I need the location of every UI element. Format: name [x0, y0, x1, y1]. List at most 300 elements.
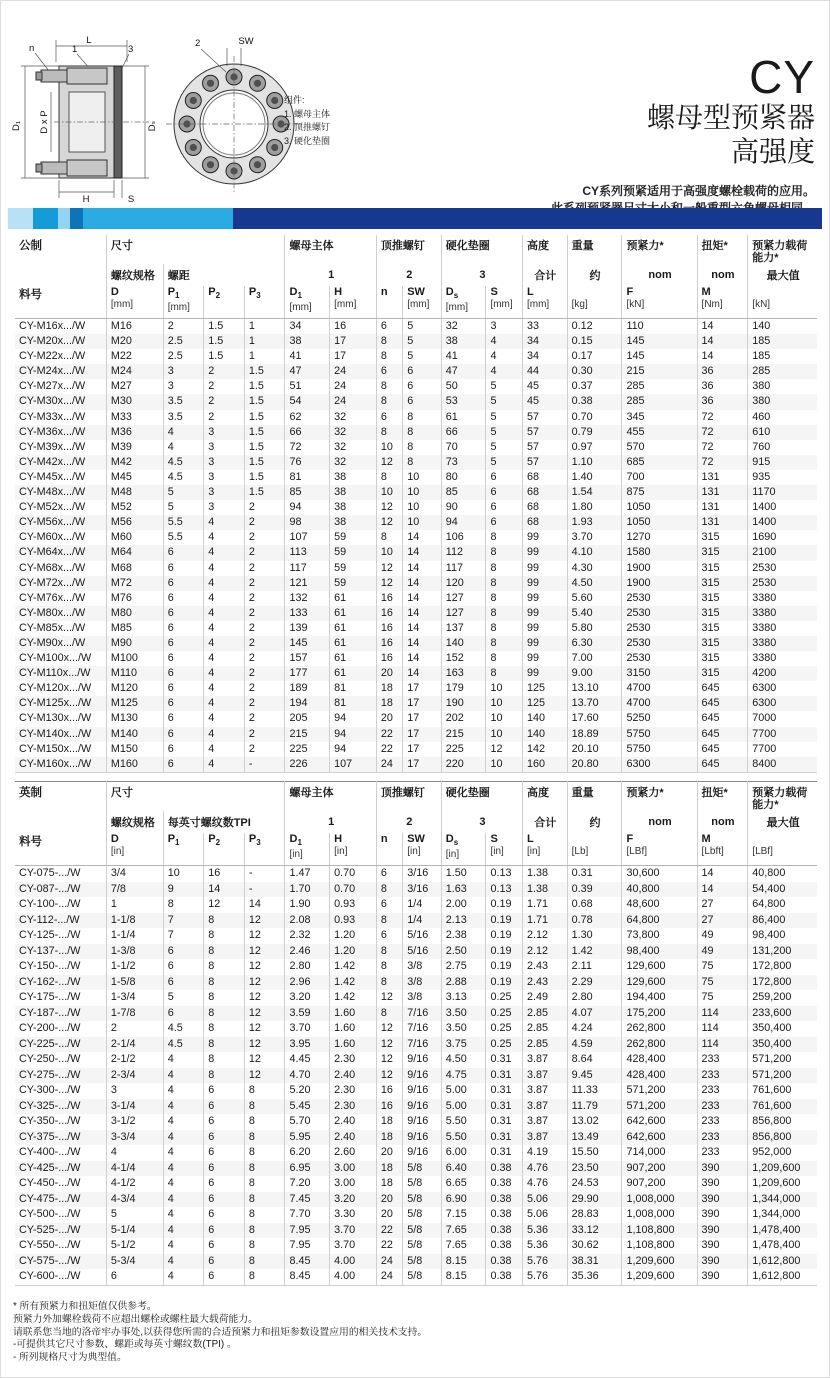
column-subgroup-header: 最大值 — [766, 270, 800, 282]
table-cell: 4 — [163, 1114, 204, 1130]
table-cell: 225 — [285, 742, 330, 757]
table-cell: 22 — [376, 1238, 402, 1254]
table-cell: 16 — [376, 591, 402, 606]
table-row — [15, 727, 817, 742]
table-cell: 57 — [522, 455, 567, 470]
table-cell: - — [244, 866, 285, 882]
table-cell: 3.13 — [441, 990, 486, 1006]
table-cell: 3.59 — [285, 1006, 330, 1022]
table-cell: 5.45 — [285, 1099, 330, 1115]
table-cell: 7.15 — [441, 1207, 486, 1223]
dim-Ds-label: Dₛ — [147, 120, 158, 132]
table-cell: 20 — [376, 711, 402, 726]
table-cell: 9/16 — [403, 1052, 442, 1068]
table-cell: 41 — [285, 349, 330, 364]
table-cell: 4 — [204, 727, 245, 742]
table-cell: 0.31 — [486, 1052, 523, 1068]
header-spacer — [15, 264, 106, 286]
table-cell: 8 — [244, 1099, 285, 1115]
table-cell: 14 — [204, 882, 245, 898]
table-cell: 1.38 — [522, 866, 567, 882]
table-cell: 2.32 — [285, 928, 330, 944]
column-subgroup-header: nom — [697, 264, 748, 286]
table-cell: 1.40 — [567, 470, 622, 485]
table-cell: 1.42 — [567, 944, 622, 960]
column-symbol-header: L [mm] — [522, 286, 567, 319]
table-cell: 12 — [376, 561, 402, 576]
table-cell: 5 — [106, 1207, 163, 1223]
table-cell: 7.65 — [441, 1238, 486, 1254]
table-cell: 81 — [285, 470, 330, 485]
table-row — [15, 545, 817, 560]
table-cell: 2 — [244, 606, 285, 621]
table-row — [15, 470, 817, 485]
column-subgroup-header: 2 — [376, 811, 441, 833]
table-cell: 8 — [244, 1130, 285, 1146]
table-cell: 6 — [163, 621, 204, 636]
table-cell: 13.49 — [567, 1130, 622, 1146]
table-cell: 1.5 — [244, 364, 285, 379]
table-cell: 8 — [403, 440, 442, 455]
table-cell: 4 — [204, 666, 245, 681]
table-cell: 8 — [376, 913, 402, 929]
column-symbol-header: H [in] — [330, 833, 377, 866]
table-row — [15, 1192, 817, 1208]
table-row — [15, 1006, 817, 1022]
table-cell: 5.36 — [522, 1238, 567, 1254]
part-number-cell: CY-450-.../W — [15, 1176, 106, 1192]
table-cell: 645 — [697, 681, 748, 696]
table-cell: 1.5 — [244, 379, 285, 394]
table-cell: 8 — [244, 1114, 285, 1130]
table-cell: 233 — [697, 1052, 748, 1068]
table-cell: 2.12 — [522, 944, 567, 960]
table-row — [15, 440, 817, 455]
table-cell: 4 — [163, 1254, 204, 1270]
table-row — [15, 1269, 817, 1285]
column-symbol-header: $D_s$ [in] — [441, 833, 486, 866]
table-cell: 8 — [403, 455, 442, 470]
part-number-cell: CY-175-.../W — [15, 990, 106, 1006]
table-cell: 2.75 — [441, 959, 486, 975]
dim-H-label: H — [82, 194, 90, 204]
table-cell: 14 — [697, 334, 748, 349]
table-cell: 4 — [163, 440, 204, 455]
table-cell: M36 — [106, 425, 163, 440]
table-cell: M160 — [106, 757, 163, 773]
table-cell: 8 — [376, 334, 402, 349]
table-cell: 121 — [285, 576, 330, 591]
table-cell: 131 — [697, 500, 748, 515]
table-cell: 2.80 — [285, 959, 330, 975]
table-cell: 16 — [376, 1099, 402, 1115]
table-cell: 2 — [204, 379, 245, 394]
table-cell: 17 — [330, 349, 377, 364]
table-row — [15, 1238, 817, 1254]
table-cell: 3 — [486, 319, 523, 335]
table-cell: 10 — [376, 440, 402, 455]
table-cell: 215 — [285, 727, 330, 742]
product-subtitle: 高强度 — [730, 136, 815, 167]
table-cell: 4 — [163, 1269, 204, 1285]
table-cell: 5/8 — [403, 1254, 442, 1270]
table-cell: 5/8 — [403, 1223, 442, 1239]
column-symbol-header: D [in] — [106, 833, 163, 866]
table-cell: 129,600 — [622, 959, 697, 975]
table-row — [15, 621, 817, 636]
table-cell: 20.80 — [567, 757, 622, 773]
table-cell: 5.5 — [163, 530, 204, 545]
table-cell: 2 — [244, 515, 285, 530]
table-cell: 285 — [622, 379, 697, 394]
table-cell: 4.5 — [163, 1021, 204, 1037]
accent-bar-segment — [233, 208, 822, 229]
table-cell: 1.71 — [522, 913, 567, 929]
table-cell: 6 — [204, 1099, 245, 1115]
column-subgroup-header: 3 — [441, 264, 522, 286]
footnote-line: -可提供其它尺寸参数、螺距或每英寸螺纹数(TPI) 。 — [13, 1339, 237, 1351]
table-cell: 2 — [244, 576, 285, 591]
table-cell: 4 — [163, 1238, 204, 1254]
dim-n-label: n — [29, 43, 35, 54]
table-cell: 0.31 — [567, 866, 622, 882]
table-cell: 7.95 — [285, 1238, 330, 1254]
table-cell: 645 — [697, 711, 748, 726]
table-cell: 0.68 — [567, 897, 622, 913]
table-cell: M42 — [106, 455, 163, 470]
table-cell: 380 — [752, 380, 771, 393]
table-cell: 32 — [441, 319, 486, 335]
table-cell: 1.60 — [330, 1037, 377, 1053]
table-cell: 2530 — [748, 576, 817, 591]
table-cell: 3 — [204, 500, 245, 515]
table-row — [15, 1130, 817, 1146]
part-number-cell: CY-M150x.../W — [15, 742, 106, 757]
table-cell: M30 — [106, 394, 163, 409]
description-line: CY系列预紧适用于高强度螺栓载荷的应用。 — [582, 184, 815, 198]
column-symbol-header: n — [376, 833, 402, 866]
table-cell: 5750 — [622, 742, 697, 757]
table-cell: M39 — [106, 440, 163, 455]
table-cell: 5 — [486, 410, 523, 425]
table-cell: 131 — [697, 485, 748, 500]
table-cell: 139 — [285, 621, 330, 636]
table-cell: 1 — [244, 334, 285, 349]
table-cell: 215 — [622, 364, 697, 379]
table-cell: 8 — [376, 470, 402, 485]
table-cell: 6.00 — [441, 1145, 486, 1161]
table-cell: 315 — [697, 606, 748, 621]
table-cell: 0.19 — [486, 959, 523, 975]
table-cell: 2.40 — [330, 1068, 377, 1084]
table-cell: 5/8 — [403, 1192, 442, 1208]
legend-item: 3. 硬化垫圈 — [284, 135, 331, 146]
table-cell: 49 — [697, 944, 748, 960]
table-cell: 99 — [522, 621, 567, 636]
column-symbol-header: $D_1$ [mm] — [285, 286, 330, 319]
table-cell: M64 — [106, 545, 163, 560]
table-cell: 38 — [330, 515, 377, 530]
table-cell: 4700 — [622, 696, 697, 711]
table-cell: 15.50 — [567, 1145, 622, 1161]
table-cell: 0.38 — [486, 1269, 523, 1285]
table-cell: 4.75 — [441, 1068, 486, 1084]
table-cell: 1400 — [752, 501, 777, 514]
table-cell: 0.25 — [486, 1006, 523, 1022]
column-symbol-header: $D_1$ [in] — [285, 833, 330, 866]
table-cell: 99 — [522, 576, 567, 591]
table-cell: M33 — [106, 410, 163, 425]
table-row — [15, 455, 817, 470]
part-number-cell: CY-M140x.../W — [15, 727, 106, 742]
table-cell: 8 — [376, 379, 402, 394]
table-cell: 2.88 — [441, 975, 486, 991]
table-cell: 38 — [441, 334, 486, 349]
table-cell: 14 — [244, 897, 285, 913]
table-cell: 0.38 — [486, 1254, 523, 1270]
table-cell: 0.13 — [486, 866, 523, 882]
table-cell: 2.30 — [330, 1052, 377, 1068]
table-cell: 0.19 — [486, 928, 523, 944]
table-cell: 194 — [285, 696, 330, 711]
table-row — [15, 591, 817, 606]
table-cell: 61 — [441, 410, 486, 425]
table-cell: 5.76 — [522, 1254, 567, 1270]
table-cell: 9.45 — [567, 1068, 622, 1084]
table-cell: M150 — [106, 742, 163, 757]
table-cell: 12 — [376, 576, 402, 591]
table-cell: 8 — [486, 666, 523, 681]
table-cell: 17 — [403, 757, 442, 773]
table-cell: 1.50 — [441, 866, 486, 882]
table-cell: 14 — [403, 666, 442, 681]
table-cell: 5.06 — [522, 1207, 567, 1223]
table-cell: 390 — [697, 1161, 748, 1177]
table-row — [15, 1176, 817, 1192]
table-cell: 1,612,800 — [748, 1254, 817, 1270]
table-cell: 380 — [748, 394, 817, 409]
table-cell: 1,108,800 — [622, 1223, 697, 1239]
part-number-cell: CY-100-.../W — [15, 897, 106, 913]
table-cell: 2 — [244, 621, 285, 636]
table-cell: 137 — [441, 621, 486, 636]
table-row — [15, 379, 817, 394]
table-cell: M80 — [106, 606, 163, 621]
table-cell: 6 — [204, 1269, 245, 1285]
table-cell: 1.5 — [244, 455, 285, 470]
table-cell: 2 — [244, 530, 285, 545]
column-group-header: 预紧力载荷能力* — [752, 240, 808, 264]
table-cell: 132 — [285, 591, 330, 606]
table-cell: 72 — [697, 455, 748, 470]
table-cell: 40,800 — [622, 882, 697, 898]
part2-callout: 2 — [195, 38, 201, 49]
table-cell: 685 — [622, 455, 697, 470]
table-cell: 5.40 — [567, 606, 622, 621]
table-cell: 29.90 — [567, 1192, 622, 1208]
table-cell: 12 — [244, 1021, 285, 1037]
column-subgroup-header: 最大值 — [766, 817, 800, 829]
column-group-header: 硬化垫圈 — [441, 235, 522, 264]
table-cell: 35.36 — [567, 1269, 622, 1285]
table-cell: 4.45 — [285, 1052, 330, 1068]
footnote-line: 请联系您当地的洛帝牢办事处,以获得您所需的合适预紧力和扭矩参数设置应用的相关技术支持。 — [13, 1326, 428, 1338]
table-cell: 2 — [244, 636, 285, 651]
table-row — [15, 485, 817, 500]
table-cell: 1-5/8 — [106, 975, 163, 991]
table-cell: 14 — [697, 866, 748, 882]
part-number-cell: CY-275-.../W — [15, 1068, 106, 1084]
table-cell: 75 — [697, 990, 748, 1006]
table-cell: 1.80 — [567, 500, 622, 515]
table-cell: 11.79 — [567, 1099, 622, 1115]
table-cell: 3/8 — [403, 975, 442, 991]
table-cell: 907,200 — [622, 1176, 697, 1192]
table-cell: 6 — [163, 561, 204, 576]
table-cell: 2.30 — [330, 1099, 377, 1115]
table-cell: 1,344,000 — [748, 1192, 817, 1208]
table-cell: 1.70 — [285, 882, 330, 898]
table-cell: 6 — [163, 959, 204, 975]
table-cell: 4 — [163, 1223, 204, 1239]
technical-drawing — [9, 26, 529, 204]
table-cell: 172,800 — [752, 960, 792, 972]
table-cell: 1,209,600 — [748, 1161, 817, 1177]
footnote-line: 预紧力外加螺栓载荷不应超出螺栓或螺柱最大载荷能力。 — [13, 1313, 258, 1325]
table-cell: 315 — [697, 545, 748, 560]
table-cell: 0.38 — [486, 1207, 523, 1223]
table-cell: 8 — [204, 975, 245, 991]
table-cell: 12 — [244, 913, 285, 929]
part-number-header: 料号 — [15, 833, 106, 866]
table-cell: 131 — [697, 515, 748, 530]
table-cell: 4 — [163, 1130, 204, 1146]
table-cell: 0.31 — [486, 1145, 523, 1161]
table-cell: 94 — [330, 727, 377, 742]
column-symbol-header: F [LBf] — [622, 833, 697, 866]
table-cell: 62 — [285, 410, 330, 425]
table-cell: 2.43 — [522, 959, 567, 975]
table-cell: 3380 — [752, 621, 777, 634]
table-cell: 18.89 — [567, 727, 622, 742]
table-cell: 22 — [376, 742, 402, 757]
column-subgroup-header: 3 — [441, 811, 522, 833]
table-cell: 125 — [522, 696, 567, 711]
table-cell: 5.50 — [441, 1130, 486, 1146]
table-row — [15, 515, 817, 530]
table-cell: 10 — [376, 545, 402, 560]
table-cell: 9/16 — [403, 1099, 442, 1115]
table-cell: 856,800 — [748, 1130, 817, 1146]
table-cell: 8 — [486, 606, 523, 621]
table-cell: 6 — [163, 711, 204, 726]
table-cell: 1,008,000 — [622, 1192, 697, 1208]
part-number-cell: CY-600-.../W — [15, 1269, 106, 1285]
column-group-header: 硬化垫圈 — [441, 782, 522, 812]
column-group-header: 螺母主体 — [285, 782, 376, 812]
table-cell: 114 — [697, 1037, 748, 1053]
table-cell: 57 — [522, 410, 567, 425]
table-cell: 1/4 — [403, 913, 442, 929]
part-number-cell: CY-150-.../W — [15, 959, 106, 975]
table-cell: 8 — [244, 1238, 285, 1254]
column-symbol-header: SW [mm] — [403, 286, 442, 319]
table-cell: 17 — [403, 711, 442, 726]
table-cell: 4 — [163, 1145, 204, 1161]
table-cell: 3.87 — [522, 1099, 567, 1115]
table-cell: 4-1/2 — [106, 1176, 163, 1192]
table-cell: 36 — [697, 379, 748, 394]
table-cell: 9/16 — [403, 1114, 442, 1130]
table-cell: 233 — [697, 1099, 748, 1115]
table-cell: 14 — [403, 530, 442, 545]
table-cell: 3.87 — [522, 1130, 567, 1146]
part-number-cell: CY-M27x.../W — [15, 379, 106, 394]
table-cell: 4 — [163, 1192, 204, 1208]
table-cell: 2530 — [622, 651, 697, 666]
table-cell: 0.31 — [486, 1114, 523, 1130]
column-subgroup-header: 螺距 — [163, 264, 285, 286]
product-code: CY — [749, 51, 815, 103]
table-cell: 64,800 — [622, 913, 697, 929]
table-cell: 3-3/4 — [106, 1130, 163, 1146]
table-cell: 179 — [441, 681, 486, 696]
table-cell: 189 — [285, 681, 330, 696]
part-number-cell: CY-M33x.../W — [15, 410, 106, 425]
table-cell: 133 — [285, 606, 330, 621]
table-cell: 2-1/2 — [106, 1052, 163, 1068]
table-cell: 4 — [163, 1052, 204, 1068]
table-cell: 8 — [204, 1052, 245, 1068]
table-cell: 233,600 — [748, 1006, 817, 1022]
part-number-cell: CY-M76x.../W — [15, 591, 106, 606]
table-cell: 1.5 — [244, 470, 285, 485]
table-cell: 20 — [376, 1207, 402, 1223]
table-cell: 6 — [376, 866, 402, 882]
table-cell: 2 — [244, 742, 285, 757]
table-cell: 1270 — [622, 530, 697, 545]
table-cell: 12 — [244, 1037, 285, 1053]
table-cell: 3 — [204, 470, 245, 485]
table-cell: 4 — [163, 1161, 204, 1177]
table-cell: 7/16 — [403, 1006, 442, 1022]
table-cell: 6 — [163, 591, 204, 606]
table-cell: M60 — [106, 530, 163, 545]
part-number-cell: CY-475-.../W — [15, 1192, 106, 1208]
table-cell: 2.96 — [285, 975, 330, 991]
table-cell: 6 — [163, 757, 204, 773]
table-cell: 259,200 — [752, 991, 792, 1003]
table-cell: 6 — [204, 1114, 245, 1130]
table-cell: 700 — [622, 470, 697, 485]
table-cell: 2.08 — [285, 913, 330, 929]
table-cell: 131,200 — [748, 944, 817, 960]
table-cell: 6 — [376, 897, 402, 913]
table-cell: M24 — [106, 364, 163, 379]
table-cell: 1.20 — [330, 944, 377, 960]
table-cell: 0.25 — [486, 1021, 523, 1037]
table-cell: 4.24 — [567, 1021, 622, 1037]
table-cell: 49 — [697, 928, 748, 944]
table-cell: 875 — [622, 485, 697, 500]
table-cell: 99 — [522, 545, 567, 560]
table-cell: 220 — [441, 757, 486, 773]
table-cell: 6 — [486, 485, 523, 500]
table-cell: 59 — [330, 561, 377, 576]
part-number-cell: CY-M130x.../W — [15, 711, 106, 726]
table-cell: 98,400 — [752, 929, 786, 941]
table-cell: 30.62 — [567, 1238, 622, 1254]
